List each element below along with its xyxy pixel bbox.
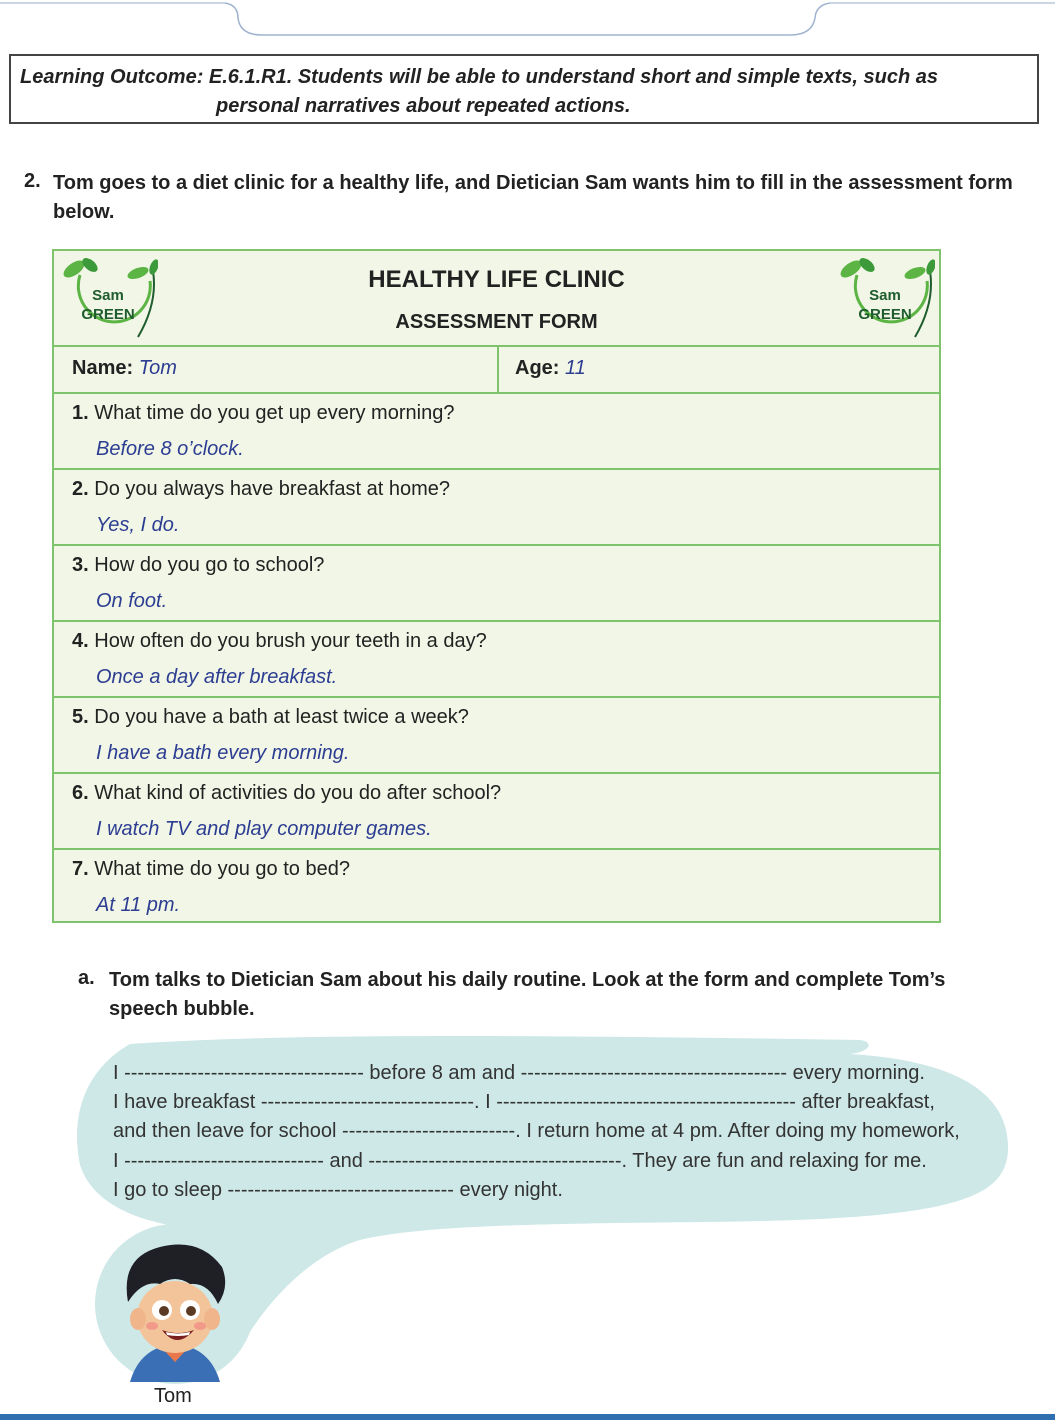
cell-divider [497, 347, 499, 392]
question-text: How do you go to school? [94, 554, 325, 576]
bubble-line-5: I go to sleep ---------------------------------- every night. [113, 1179, 563, 1201]
learning-outcome-line1: Learning Outcome: E.6.1.R1. Students will be able to understand short and simple texts, such as [20, 66, 938, 88]
form-question-row [54, 698, 939, 774]
question-num: 6. [72, 782, 89, 804]
form-question-row [54, 850, 939, 926]
form-answer: Yes, I do. [96, 514, 180, 536]
task-a-label: a. [78, 967, 95, 989]
form-answer: Once a day after breakfast. [96, 666, 338, 688]
logo-text-green: GREEN [858, 306, 912, 323]
tom-label: Tom [154, 1385, 192, 1407]
question-text: Tom goes to a diet clinic for a healthy life, and Dietician Sam wants him to fill in the assessment form below. [53, 172, 1013, 223]
form-question [72, 630, 487, 653]
form-question [72, 402, 454, 425]
bubble-line-2: I have breakfast --------------------------------. I --------------------------------------------- after breakfast, [113, 1091, 935, 1113]
age-value: 11 [565, 357, 586, 379]
logo-text-sam: Sam [92, 287, 124, 304]
name-label: Name: [72, 357, 134, 379]
bubble-line-1: I ------------------------------------ before 8 am and ---------------------------------------- every morning. [113, 1062, 925, 1084]
clinic-title: HEALTHY LIFE CLINIC [368, 266, 625, 293]
form-question-row [54, 546, 939, 622]
question-num: 4. [72, 630, 89, 652]
question-text: What time do you go to bed? [94, 858, 350, 880]
question-num: 7. [72, 858, 89, 880]
question-num: 3. [72, 554, 89, 576]
question-text: Do you always have breakfast at home? [94, 478, 451, 500]
age-label: Age: [515, 357, 560, 379]
header-decoration [0, 0, 1055, 40]
learning-outcome-box [9, 54, 1039, 124]
assessment-form [52, 249, 941, 923]
name-age-row [54, 347, 939, 394]
form-title: ASSESSMENT FORM [395, 311, 598, 333]
question-number: 2. [24, 170, 41, 192]
form-question [72, 782, 501, 805]
question-num: 2. [72, 478, 89, 500]
question-text: What time do you get up every morning? [94, 402, 455, 424]
question-text: Do you have a bath at least twice a week? [94, 706, 469, 728]
form-answer: At 11 pm. [96, 894, 181, 916]
question-num: 5. [72, 706, 89, 728]
question-num: 1. [72, 402, 89, 424]
form-question-row [54, 622, 939, 698]
question-text: What kind of activities do you do after school? [94, 782, 502, 804]
age-cell [515, 357, 586, 380]
form-question-row [54, 394, 939, 470]
task-a-text: Tom talks to Dietician Sam about his daily routine. Look at the form and complete Tom’s speech bubble. [109, 969, 946, 1020]
logo-text-green: GREEN [81, 306, 135, 323]
sam-green-logo-right [835, 253, 935, 343]
form-question-row [54, 774, 939, 850]
form-question [72, 478, 450, 501]
bubble-line-3: and then leave for school --------------------------. I return home at 4 pm. After doing my homework, [113, 1120, 960, 1142]
name-value: Tom [138, 357, 177, 379]
form-answer: Before 8 o’clock. [96, 438, 244, 460]
tom-avatar [90, 1222, 260, 1387]
bubble-line-4: I ------------------------------ and --------------------------------------. They are fun and relaxing for me. [113, 1150, 927, 1172]
bottom-bar [0, 1414, 1055, 1420]
learning-outcome-line2: personal narratives about repeated actions. [216, 95, 631, 117]
logo-text-sam: Sam [869, 287, 901, 304]
form-question [72, 554, 324, 577]
name-cell [72, 357, 177, 380]
form-answer: I have a bath every morning. [96, 742, 350, 764]
form-header [54, 251, 939, 347]
form-question [72, 706, 469, 729]
form-question-row [54, 470, 939, 546]
form-question [72, 858, 350, 881]
form-answer: I watch TV and play computer games. [96, 818, 432, 840]
form-answer: On foot. [96, 590, 168, 612]
question-text: How often do you brush your teeth in a day? [94, 630, 487, 652]
